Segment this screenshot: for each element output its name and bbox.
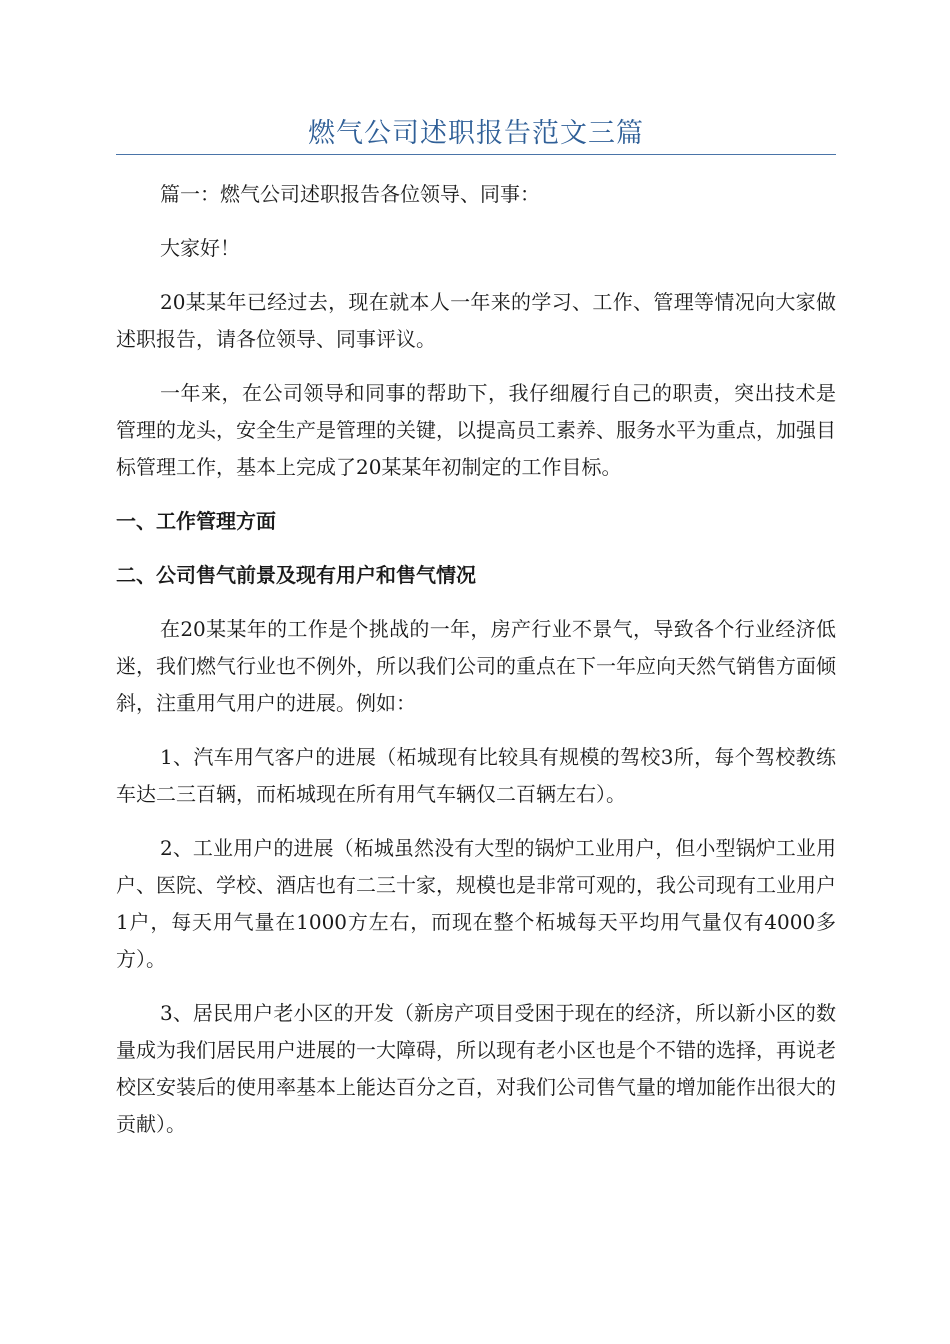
paragraph-challenge: 在20某某年的工作是个挑战的一年，房产行业不景气，导致各个行业经济低迷，我们燃气行业也不例外，所以我们公司的重点在下一年应向天然气销售方面倾斜，注重用气用户的进展。例如：	[116, 617, 836, 715]
paragraph-greeting-header: 篇一：燃气公司述职报告各位领导、同事：	[160, 182, 540, 206]
paragraph-greeting: 大家好！	[160, 236, 240, 260]
document-title: 燃气公司述职报告范文三篇	[308, 118, 644, 149]
paragraph-item-2: 2、工业用户的进展（柘城虽然没有大型的锅炉工业用户，但小型锅炉工业用户、医院、学校、酒店也有二三十家，规模也是非常可观的，我公司现有工业用户1户，每天用气量在1000方左右，而现在整个柘城每天平均用气量仅有4000多方）。	[116, 836, 836, 971]
paragraph-item-3: 3、居民用户老小区的开发（新房产项目受困于现在的经济，所以新小区的数量成为我们居民用户进展的一大障碍，所以现有老小区也是个不错的选择，再说老校区安装后的使用率基本上能达百分之百，对我们公司售气量的增加能作出很大的贡献）。	[116, 1001, 836, 1136]
paragraph-intro: 20某某年已经过去，现在就本人一年来的学习、工作、管理等情况向大家做述职报告，请各位领导、同事评议。	[116, 290, 836, 351]
title-underline	[116, 154, 836, 155]
document-body	[116, 176, 836, 1160]
section-heading-gas-sales: 二、公司售气前景及现有用户和售气情况	[116, 563, 476, 587]
section-heading-work-management: 一、工作管理方面	[116, 509, 276, 533]
paragraph-item-1: 1、汽车用气客户的进展（柘城现有比较具有规模的驾校3所，每个驾校教练车达二三百辆，而柘城现在所有用气车辆仅二百辆左右）。	[116, 745, 836, 806]
paragraph-summary: 一年来，在公司领导和同事的帮助下，我仔细履行自己的职责，突出技术是管理的龙头，安全生产是管理的关键，以提高员工素养、服务水平为重点，加强目标管理工作，基本上完成了20某某年初制定的工作目标。	[116, 381, 836, 479]
